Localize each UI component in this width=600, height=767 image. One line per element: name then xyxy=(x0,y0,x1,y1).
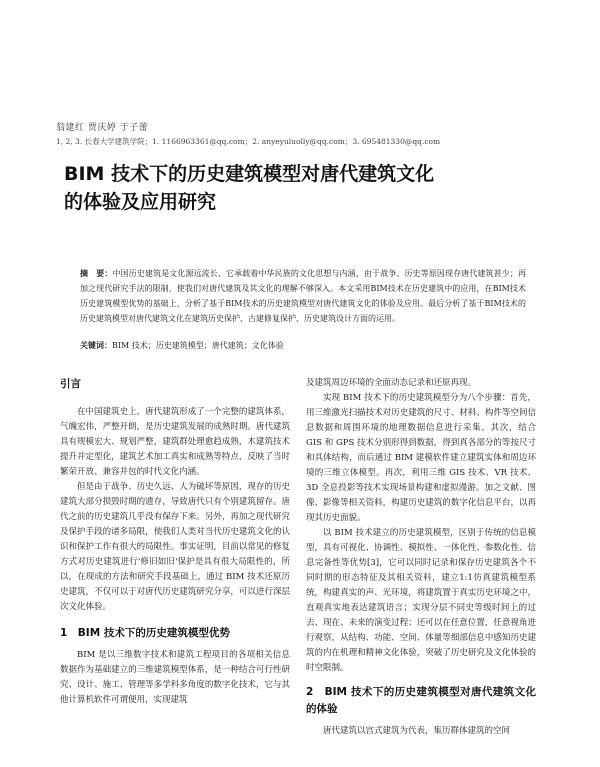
paragraph: BIM 是以三维数字技术和建筑工程项目的各项相关信息数据作为基础建立的三维建筑模型体系，是一种结合可行性研究、设计、施工、管理等多学科多角度的数字化技术，它与其他计算机软件可谓便用，实现建筑 xyxy=(60,650,290,705)
section-heading-intro: 引言 xyxy=(60,378,81,390)
paragraph: 及建筑周边环境的全面动态记录和还原再现。 xyxy=(306,378,477,388)
right-column xyxy=(306,376,536,739)
keywords-text: BIM 技术；历史建筑模型；唐代建筑；文化体验 xyxy=(112,341,284,350)
section-heading-1: 1 BIM 技术下的历史建筑模型优势 xyxy=(60,627,230,639)
section-heading-2: 2 BIM 技术下的历史建筑模型对唐代建筑文化的体验 xyxy=(306,686,536,715)
title-line: BIM 技术下的历史建筑模型对唐代建筑文化 xyxy=(64,163,435,185)
paper-title xyxy=(64,160,544,216)
abstract-text: 中国历史建筑是文化源远流长、它承载着中华民族的文化思想与内涵，由于战争、历史等原因现存唐代建筑甚少；再加之现代研究手法的限制，使我们对唐代建筑及其文化的理解不够深入。本文采用BIM技术在历史建筑中的应用，在BIM技术历史建筑模型优势的基础上，分析了基于BIM技术的历史建筑模型对唐代建筑文化的体验及应用。最后分析了基于BIM技术的历史建筑模型对唐代建筑文化在建筑历史保护、古建修复保护、历史建筑设计方面的运用。 xyxy=(80,269,527,323)
paragraph: 以 BIM 技术建立的历史建筑模型，区别于传统的信息模型，具有可视化、协调性、模拟性、一体化性、参数化性、信息完备性等优势[3]，它可以同时记录和保存历史建筑各个不同时期的形态特征及其相关资料，建立1:1仿真建筑模型系统，构建真实的声、光环境，将建筑置于真实历史环境之中，直观真实地表达建筑语言；实现分层不同史等级时间上的过去、现在、未来的演变过程；还可以在任意位置，任意视角进行观察，从结构、功能、空间、体量等细部信息中感知历史建筑的内在机理和精神文化体验，突破了历史研究及文化体验的时空限制。 xyxy=(306,528,536,673)
paragraph: 唐代建筑以宫式建筑为代表，集历群体建筑的空间 xyxy=(323,726,511,736)
paragraph: 在中国建筑史上，唐代建筑形成了一个完整的建筑体系，气魄宏伟，严整开朗，是历史建筑发展的成熟时期。唐代建筑具有规模宏大、规划严整，建筑群处理愈趋成熟，木建筑技术提升并定型化，建筑艺术加工真实和成熟等特点，反映了当时繁荣开放、兼容并包的时代文化内涵。 xyxy=(60,407,290,477)
left-column xyxy=(60,376,290,708)
abstract-label: 摘 要： xyxy=(80,269,113,278)
keywords xyxy=(80,340,284,351)
author-list: 翁建红 贾庆婷 于子蕾 xyxy=(56,123,149,133)
keywords-label: 关键词： xyxy=(80,341,112,350)
abstract xyxy=(80,266,526,326)
paragraph: 但是由于战争、历史久远、人为破坏等原因，现存的历史建筑大部分损毁时期的遗存，导致唐代只有个别建筑留存。唐代之前的历史建筑几乎没有保存下来。另外，再加之现代研究及保护手段的诸多局限，使我们人类对当代历史建筑文化的认识和保护工作有很大的局限性。事实证明，目前以常见的修复方式对历史建筑进行'修旧如旧'保护是具有很大局限性的，所以，在现成的方法和研究手段基础上，通过 BIM 技术还原历史建筑，不仅可以于对唐代历史建筑研究分享，可以进行深层次文化体验。 xyxy=(60,482,290,612)
paragraph: 实现 BIM 技术下的历史建筑模型分为八个步骤：首先，用三维激光扫描技术对历史建筑的尺寸、材料、构件等空间信息数据和周围环境的地理数据信息进行采集。其次，结合 GIS 和 GPS 技术分别形得到数据，得到真各部分的等按尺寸和具体结构，而后通过 BIM 建模软件建立建筑实体和周边环境的三维立体模型。再次，利用三维 GIS 技术、VR 技术、3D 全息投影等技术实现场景构建和虚拟漫游。加之文献、图像、影像等相关资料，构建历史建筑的数字化信息平台，以再现其历史面貌。 xyxy=(306,393,536,523)
affiliation-line: 1, 2, 3. 长春大学建筑学院；1. 1166963361@qq.com；2. anyeyuluolly@qq.com；3. 695481330@qq.com xyxy=(56,137,441,146)
title-line: 的体验及应用研究 xyxy=(64,191,217,213)
